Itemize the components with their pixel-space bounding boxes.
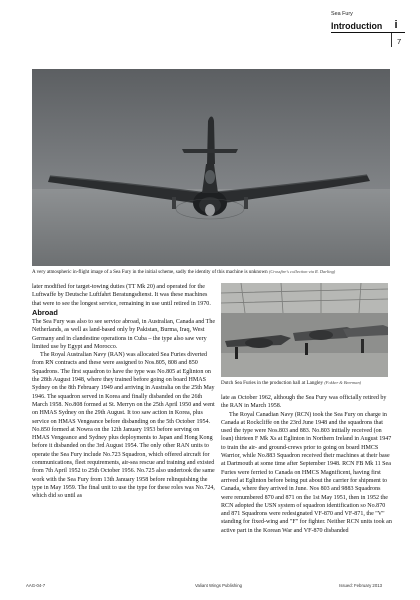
sea-fury-inflight-image [32, 69, 390, 266]
sea-fury-inflight-photo [32, 69, 390, 266]
header-rule [331, 32, 405, 33]
footer-issue-date: Issued: February 2013 [339, 583, 382, 588]
main-photo-caption-text: A very atmospheric in-flight image of a Sea Fury in the initial scheme, sadly the identity of this machine is unknown [32, 269, 268, 275]
paragraph: The Royal Canadian Navy (RCN) took the Sea Fury on charge in Canada at Rockcliffe on the 23rd June 1948 and the squadrons that used the type were Nos.803 and 883. No.803 initially received (on loan) thirteen F Mk Xs at Eglinton in Northern Ireland in August 1947 to train the air- and ground-crews prior to going on board HMCS Warrior, while No.883 Squadron received their machines at their base at Dartmouth at some time after September 1948. RCN FB Mk 11 Sea Furies were ferried to Canada on HMCS Magnificent, having first arrived at Eglinton before being put about the carrier for shipment to Canada, where they arrived in June. Nos 803 and 9883 Squadrons were renumbered 870 and 871 on the 1st May 1951, then in 1952 the RCN adopted the USN system of squadron identification so No.870 and 871 Squadrons were redesignated VF-870 and VF-871, the "V" standing for fixed-wing and "F" for fighter. Neither RCN units took an active part in the Korean War and VF-870 disbanded [221, 411, 392, 534]
hall-photo-caption [221, 380, 361, 386]
paragraph: late as October 1962, although the Sea Fury was officially retired by the RAN in March 1958. [221, 395, 387, 410]
main-photo-credit: (Crossfire's collection via R. Darling) [268, 269, 336, 274]
production-hall-photo [221, 283, 388, 377]
hall-photo-caption-text: Dutch Sea Furies in the production hall at Langley [221, 380, 324, 386]
left-column-body [32, 318, 216, 501]
production-hall-image [221, 283, 388, 377]
section-heading-abroad: Abroad [32, 308, 58, 317]
footer-code: AAG-04-7 [26, 583, 46, 588]
left-column-intro [32, 283, 214, 308]
hall-photo-credit: (Fokker & Beerman) [324, 380, 362, 385]
paragraph: The Royal Australian Navy (RAN) was allocated Sea Furies diverted from RN contracts and these were assigned to Nos.805, 808 and 850 Squadrons. The first squadron to have the type was No.805 at Eglinton on the 28th August 1948, where they trained before going on board HMAS Sydney on the 8th February 1949 and arriving in Australia on the 25th May 1946. The squadron served in Korea and finally disbanded on the 26th March 1958. No.808 formed at St. Merryn on the 25th April 1950 and went on HMAS Sydney on the 29th August. It too saw action in Korea, plus service on HMAS Vengeance before disbanding on the 5th October 1954. No.850 formed at Nowra on the 12th January 1953 before serving on HMAS Vengeance and Sydney plus deployments to Japan and Hong Kong before it disbanded on the 3rd August 1954. The only other RAN units to operate the Sea Fury include No.723 Squadron, which offered aircraft for communications, fleet requirements, air-sea rescue and training and existed from 7th April 1952 to 25th October 1956. No.725 also undertook the same work with the Sea Fury from 13th January 1958 before relinquishing the type in May 1959. The final unit to use the type for these roles was No.724, which did so until as [32, 352, 215, 500]
running-head-subject: Sea Fury [331, 11, 353, 17]
footer-publisher: Valiant Wings Publishing [195, 583, 242, 588]
paragraph: later modified for target-towing duties (TT Mk 20) and operated for the Luftwaffe by Deutsche Luftfahrt Beratungsdienst. It was these machines that were to see the longest service, remaining in use until retired in 1970. [32, 284, 211, 307]
main-photo-caption [32, 269, 392, 276]
section-title: Introduction [331, 21, 383, 31]
paragraph: The Sea Fury was also to see service abroad, in Australian, Canada and The Netherlands, as well as land-based only by Pakistan, Burma, Iraq, West Germany and in clandestine operations in Cuba – the type also saw very limited use by Egypt and Morocco. [32, 319, 216, 350]
header-divider [391, 33, 392, 47]
info-icon: i [394, 19, 398, 31]
right-column-body [221, 394, 393, 535]
page-number: 7 [397, 37, 402, 46]
